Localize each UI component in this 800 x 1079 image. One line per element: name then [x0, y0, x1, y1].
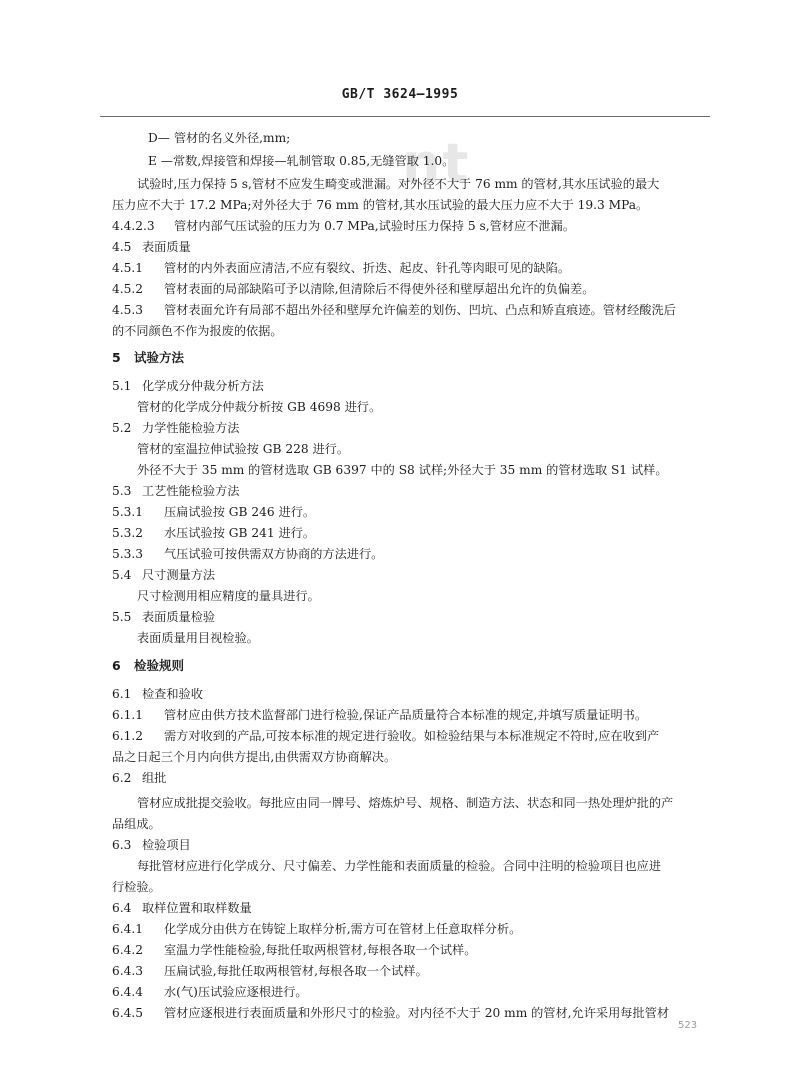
header-rule	[100, 116, 710, 117]
clause-6-4-3: 6.4.3 压扁试验,每批任取两根管材,每根各取一个试样。	[112, 964, 428, 978]
clause-6-4-4: 6.4.4 水(气)压试验应逐根进行。	[112, 985, 308, 999]
paragraph-line: 行检验。	[112, 880, 161, 894]
paragraph-line: 品之日起三个月内向供方提出,由供需双方协商解决。	[112, 750, 397, 764]
paragraph-line: 每批管材应进行化学成分、尺寸偏差、力学性能和表面质量的检验。合同中注明的检验项目也应进	[137, 859, 662, 873]
section-5-heading: 5 试验方法	[112, 350, 185, 365]
clause-4-5-1: 4.5.1 管材的内外表面应清洁,不应有裂纹、折迭、起皮、针孔等肉眼可见的缺陷。	[112, 261, 571, 275]
paragraph-line: 管材的室温拉伸试验按 GB 228 进行。	[137, 442, 350, 456]
paragraph-line: 管材应成批提交验收。每批应由同一牌号、熔炼炉号、规格、制造方法、状态和同一热处理炉批的产	[137, 796, 674, 810]
clause-6-4-5: 6.4.5 管材应逐根进行表面质量和外形尺寸的检验。对内径不大于 20 mm 的管材,允许采用每批管材	[112, 1006, 670, 1020]
clause-4-5-3: 4.5.3 管材表面允许有局部不超出外径和壁厚允许偏差的划伤、凹坑、凸点和矫直痕迹。管材经酸洗后	[112, 303, 676, 317]
clause-6-3: 6.3 检验项目	[112, 838, 191, 852]
clause-6-1: 6.1 检查和验收	[112, 687, 203, 701]
clause-6-4-2: 6.4.2 室温力学性能检验,每批任取两根管材,每根各取一个试样。	[112, 943, 477, 957]
section-6-heading: 6 检验规则	[112, 658, 185, 673]
page-number: 523	[678, 1020, 698, 1031]
watermark: nt	[402, 132, 471, 195]
definition-d: D— 管材的名义外径,mm;	[148, 131, 291, 145]
clause-4-5: 4.5 表面质量	[112, 240, 191, 254]
paragraph-line: 的不同颜色不作为报废的依据。	[112, 324, 283, 338]
clause-5-4: 5.4 尺寸测量方法	[112, 568, 216, 582]
clause-5-3-2: 5.3.2 水压试验按 GB 241 进行。	[112, 526, 316, 540]
clause-5-5: 5.5 表面质量检验	[112, 610, 216, 624]
paragraph-line: 表面质量用目视检验。	[137, 631, 259, 645]
clause-5-3-1: 5.3.1 压扁试验按 GB 246 进行。	[112, 505, 316, 519]
clause-6-4: 6.4 取样位置和取样数量	[112, 901, 252, 915]
clause-6-1-2: 6.1.2 需方对收到的产品,可按本标准的规定进行验收。如检验结果与本标准规定不符时,应在收到产	[112, 729, 660, 743]
paragraph-line: 试验时,压力保持 5 s,管材不应发生畸变或泄漏。对外径不大于 76 mm 的管材,其水压试验的最大	[137, 177, 660, 191]
paragraph-line: 品组成。	[112, 817, 161, 831]
clause-5-2: 5.2 力学性能检验方法	[112, 421, 240, 435]
clause-6-1-1: 6.1.1 管材应由供方技术监督部门进行检验,保证产品质量符合本标准的规定,并填写质量证明书。	[112, 708, 648, 722]
page-header: GB/T 3624—1995	[341, 87, 459, 102]
paragraph-line: 尺寸检测用相应精度的量具进行。	[137, 589, 320, 603]
clause-4-4-2-3: 4.4.2.3 管材内部气压试验的压力为 0.7 MPa,试验时压力保持 5 s,管材应不泄漏。	[112, 219, 575, 233]
clause-5-3: 5.3 工艺性能检验方法	[112, 484, 240, 498]
clause-5-1: 5.1 化学成分仲裁分析方法	[112, 379, 264, 393]
definition-e: E —常数,焊接管和焊接—轧制管取 0.85,无缝管取 1.0。	[148, 154, 455, 168]
clause-6-2: 6.2 组批	[112, 771, 167, 785]
clause-5-3-3: 5.3.3 气压试验可按供需双方协商的方法进行。	[112, 547, 384, 561]
paragraph-line: 压力应不大于 17.2 MPa;对外径大于 76 mm 的管材,其水压试验的最大压力应不大于 19.3 MPa。	[112, 198, 649, 212]
clause-4-5-2: 4.5.2 管材表面的局部缺陷可予以清除,但清除后不得使外径和壁厚超出允许的负偏差。	[112, 282, 595, 296]
clause-6-4-1: 6.4.1 化学成分由供方在铸锭上取样分析,需方可在管材上任意取样分析。	[112, 922, 522, 936]
paragraph-line: 外径不大于 35 mm 的管材选取 GB 6397 中的 S8 试样;外径大于 35 mm 的管材选取 S1 试样。	[137, 463, 668, 477]
paragraph-line: 管材的化学成分仲裁分析按 GB 4698 进行。	[137, 400, 382, 414]
